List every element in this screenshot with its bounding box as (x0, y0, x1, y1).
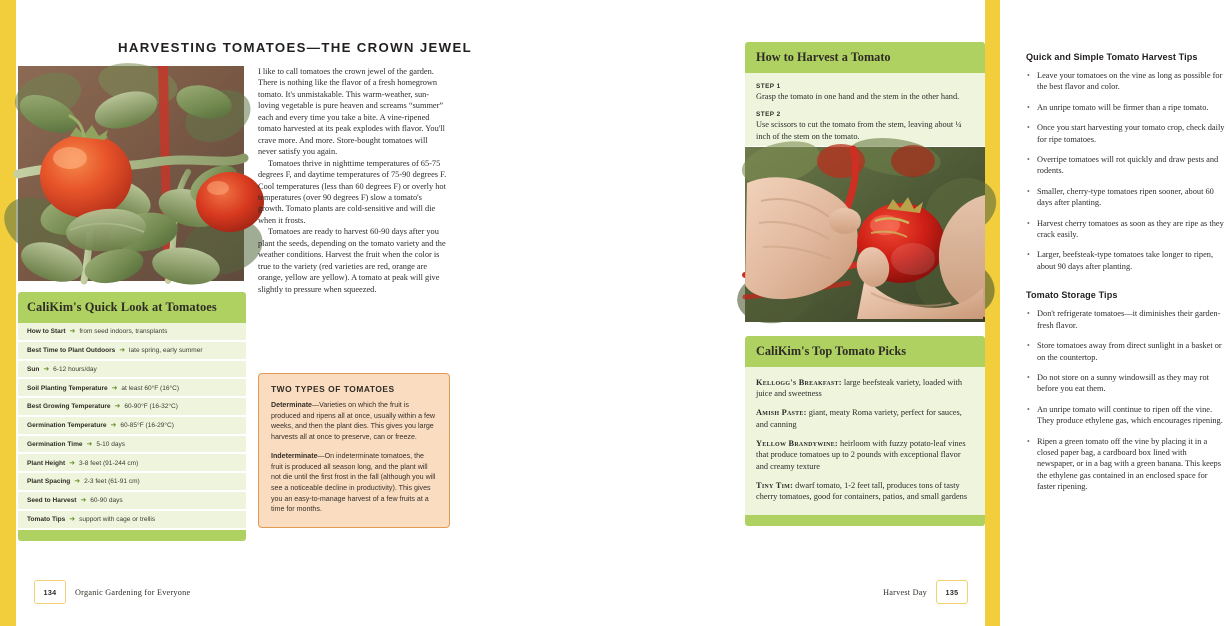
step-1-label: STEP 1 (756, 83, 781, 90)
arrow-icon: ➜ (108, 422, 119, 430)
top-pick-name: Amish Paste: (756, 408, 807, 418)
tip-list-item (1026, 122, 1226, 145)
quick-look-row (18, 473, 246, 490)
top-pick-description: large beefsteak variety, loaded with juice and sweetness (756, 377, 963, 399)
quick-look-row-value: 5-10 days (96, 440, 126, 448)
top-pick-description: heirloom with fuzzy potato-leaf vines that produce tomatoes up to 2 pounds with exceptional flavor and creamy texture (756, 439, 966, 471)
arrow-icon: ➜ (72, 478, 83, 486)
hands-holding-tomato-illustration (745, 147, 985, 322)
two-types-callout (258, 373, 450, 528)
page-number-right: 135 (945, 587, 959, 597)
quick-look-row-label: Germination Temperature (27, 422, 107, 430)
quick-look-row (18, 436, 246, 453)
quick-look-row-label: Plant Spacing (27, 478, 71, 486)
quick-look-row (18, 454, 246, 471)
arrow-icon: ➜ (67, 459, 77, 467)
quick-look-row-value: 60-90 days (90, 497, 123, 505)
footer-left (34, 580, 190, 604)
quick-look-row-label: How to Start (27, 328, 66, 336)
running-head-right: Harvest Day (883, 587, 927, 597)
top-pick-name: Kellogg's Breakfast: (756, 377, 842, 387)
tip-text: Once you start harvesting your tomato crop, check daily for ripe tomatoes. (1037, 123, 1225, 144)
quick-look-row (18, 379, 246, 396)
how-to-harvest-header (745, 42, 985, 73)
top-picks-panel (745, 336, 985, 526)
tips-column (1026, 52, 1226, 502)
tip-list-item (1026, 218, 1226, 241)
quick-look-row-label: Germination Time (27, 440, 83, 448)
bullet-icon: • (1027, 71, 1030, 80)
quick-look-rows (18, 323, 246, 528)
quick-look-row (18, 511, 246, 528)
tip-list-item (1026, 308, 1226, 331)
top-pick-name: Tiny Tim: (756, 480, 794, 490)
page-edge-strip-left (0, 0, 16, 626)
callout-title: TWO TYPES OF TOMATOES (271, 384, 395, 394)
bullet-icon: • (1027, 436, 1030, 446)
how-to-harvest-title: How to Harvest a Tomato (756, 50, 891, 64)
top-pick-item (756, 377, 974, 400)
how-to-harvest-body (745, 73, 985, 146)
tip-text: An unripe tomato will be firmer than a ripe tomato. (1037, 102, 1209, 112)
quick-look-row-label: Soil Planting Temperature (27, 384, 108, 392)
tip-list-item (1026, 340, 1226, 363)
step-2-text: Use scissors to cut the tomato from the stem, leaving about ¼ inch of the stem on the tomato. (756, 120, 962, 141)
quick-look-row (18, 492, 246, 509)
tip-text: Larger, beefsteak-type tomatoes take longer to ripen, about 90 days after planting. (1037, 250, 1214, 271)
bullet-icon: • (1027, 102, 1030, 112)
tip-list-item (1026, 102, 1226, 113)
top-picks-header (745, 336, 985, 367)
tomato-vine-photo (18, 66, 244, 281)
callout-term: Indeterminate (271, 451, 318, 460)
page-number-box-right (936, 580, 968, 604)
top-picks-footer-bar (745, 515, 985, 526)
quick-look-row-label: Seed to Harvest (27, 497, 77, 505)
storage-tips-title: Tomato Storage Tips (1026, 290, 1118, 301)
quick-look-row (18, 342, 246, 359)
quick-look-header (18, 292, 246, 323)
page-title: HARVESTING TOMATOES—THE CROWN JEWEL (118, 40, 472, 55)
quick-look-row-value: from seed indoors, transplants (79, 328, 168, 336)
tip-list-item (1026, 436, 1226, 493)
quick-look-panel (18, 292, 246, 541)
quick-look-row-label: Sun (27, 365, 40, 373)
quick-look-row-value: 60-85°F (16-29°C) (120, 422, 174, 430)
tip-text: Do not store on a sunny windowsill as they may rot before you eat them. (1037, 372, 1209, 394)
callout-text: —Varieties on which the fruit is produced and ripens all at once, usually within a few weeks, and then the plant dies. This gives you large harvests all at once to preserve, can or freeze. (271, 401, 436, 442)
top-pick-description: dwarf tomato, 1-2 feet tall, produces tons of tasty cherry tomatoes, good for containers, patios, and small gardens (756, 480, 968, 502)
page-number-left: 134 (43, 587, 57, 597)
right-sidebar (745, 42, 985, 526)
quick-look-row-label: Best Growing Temperature (27, 403, 111, 411)
article-body (258, 66, 448, 295)
quick-look-title: CaliKim's Quick Look at Tomatoes (27, 300, 217, 314)
quick-look-row-value: at least 60°F (16°C) (121, 384, 180, 392)
tip-list-item (1026, 372, 1226, 395)
body-paragraph: I like to call tomatoes the crown jewel of the garden. There is nothing like the flavor of a fresh homegrown tomato. It's unmistakable. This warm-weather, sun-loving vegetable is pure heaven and screams “summer” each and every time you take a bite. A vine-ripened tomato harvested at its peak explodes with flavor. You'll crave more. And more. Store-bought tomatoes will never satisfy you again. (258, 67, 445, 157)
bullet-icon: • (1027, 186, 1030, 196)
page-number-box-left (34, 580, 66, 604)
top-pick-item (756, 438, 974, 472)
footer-right (883, 580, 968, 604)
arrow-icon: ➜ (67, 328, 78, 336)
top-picks-title: CaliKim's Top Tomato Picks (756, 343, 906, 358)
arrow-icon: ➜ (109, 384, 120, 392)
tip-list-item (1026, 404, 1226, 427)
bullet-icon: • (1027, 341, 1030, 351)
quick-look-row-value: support with cage or trellis (79, 516, 156, 523)
tip-list-item (1026, 186, 1226, 209)
bullet-icon: • (1027, 404, 1030, 414)
quick-look-row-value: 2-3 feet (61-91 cm) (84, 478, 140, 486)
body-paragraph: Tomatoes are ready to harvest 60-90 days after you plant the seeds, depending on the tomato variety and the weather conditions. Harvest the fruit when the color is true to the variety (red varieties are red, orange are orange, yellow are yellow). A tomato at peak will give slightly to pressure when squeezed. (258, 227, 446, 294)
harvest-tips-title: Quick and Simple Tomato Harvest Tips (1026, 52, 1198, 62)
bullet-icon: • (1027, 250, 1030, 260)
tip-text: An unripe tomato will continue to ripen off the vine. They produce ethylene gas, which encourages ripening. (1037, 404, 1223, 426)
quick-look-row-label: Plant Height (27, 459, 66, 467)
bullet-icon: • (1027, 123, 1030, 133)
callout-term: Determinate (271, 401, 313, 409)
arrow-icon: ➜ (117, 346, 128, 354)
storage-tips-list (1026, 308, 1226, 492)
top-pick-item (756, 407, 974, 430)
quick-look-row-label: Tomato Tips (27, 516, 66, 523)
body-paragraph: Tomatoes thrive in nighttime temperatures of 65-75 degrees F, and daytime temperatures of 75-90 degrees F. Cool temperatures (less than 60 degrees F) or overly hot temperatures (over 90 degrees F) slow a tomato's growth. Tomato plants are cold-sensitive and will die when it frosts. (258, 158, 447, 225)
quick-look-row-value: 3-8 feet (91-244 cm) (78, 459, 139, 467)
bullet-icon: • (1027, 155, 1030, 165)
quick-look-row-value: late spring, early summer (129, 346, 203, 354)
harvest-hands-photo (745, 147, 985, 322)
step-2-label: STEP 2 (756, 111, 781, 119)
running-head-left: Organic Gardening for Everyone (75, 587, 191, 597)
arrow-icon: ➜ (78, 497, 89, 505)
bullet-icon: • (1027, 218, 1030, 228)
top-pick-item (756, 480, 974, 503)
tip-text: Overripe tomatoes will rot quickly and draw pests and rodents. (1037, 155, 1219, 176)
tip-list-item (1026, 154, 1226, 177)
tip-text: Harvest cherry tomatoes as soon as they are ripe as they crack easily. (1037, 218, 1224, 240)
callout-determinate (271, 400, 437, 443)
bullet-icon: • (1027, 372, 1030, 382)
top-pick-description: giant, meaty Roma variety, perfect for sauces, and canning (756, 408, 962, 429)
quick-look-row (18, 398, 246, 415)
callout-text: —On indeterminate tomatoes, the fruit is produced all season long, and the plant will not die until the first frost in the fall (although you will see a noticeable decline in productivity). This gives you an easy-to-manage harvest of a few fruits at a time for months. (271, 451, 436, 514)
arrow-icon: ➜ (84, 440, 95, 448)
quick-look-row (18, 323, 246, 340)
tip-text: Store tomatoes away from direct sunlight in a basket or on the countertop. (1037, 341, 1222, 362)
tip-list-item (1026, 249, 1226, 272)
tip-text: Smaller, cherry-type tomatoes ripen sooner, about 60 days after planting. (1037, 186, 1214, 208)
tip-list-item (1026, 70, 1226, 93)
quick-look-row-label: Best Time to Plant Outdoors (27, 346, 116, 354)
top-pick-name: Yellow Brandywine: (756, 439, 838, 449)
tip-text: Leave your tomatoes on the vine as long as possible for the best flavor and color. (1037, 71, 1223, 92)
top-picks-body (745, 367, 985, 515)
quick-look-footer-bar (18, 530, 246, 541)
tip-text: Don't refrigerate tomatoes—it diminishes their garden-fresh flavor. (1037, 309, 1221, 330)
quick-look-row-value: 60-90°F (16-32°C) (124, 403, 178, 411)
arrow-icon: ➜ (67, 516, 78, 523)
arrow-icon: ➜ (41, 365, 52, 373)
page-edge-strip-right (985, 0, 1000, 626)
arrow-icon: ➜ (112, 403, 123, 411)
tip-text: Ripen a green tomato off the vine by placing it in a closed paper bag, a cardboard box lined with newspaper, or in a bag with a green banana. This keeps the ethylene gas contained in an enclosed space for faster ripening. (1037, 436, 1221, 492)
left-page (16, 0, 500, 626)
harvest-tips-list (1026, 70, 1226, 272)
tomato-vine-illustration (18, 66, 244, 281)
quick-look-row (18, 417, 246, 434)
step-1-text: Grasp the tomato in one hand and the stem in the other hand. (756, 92, 960, 101)
how-to-harvest-panel (745, 42, 985, 322)
quick-look-row-value: 6-12 hours/day (53, 365, 97, 373)
callout-indeterminate (271, 451, 437, 515)
quick-look-row (18, 361, 246, 378)
bullet-icon: • (1027, 309, 1030, 319)
